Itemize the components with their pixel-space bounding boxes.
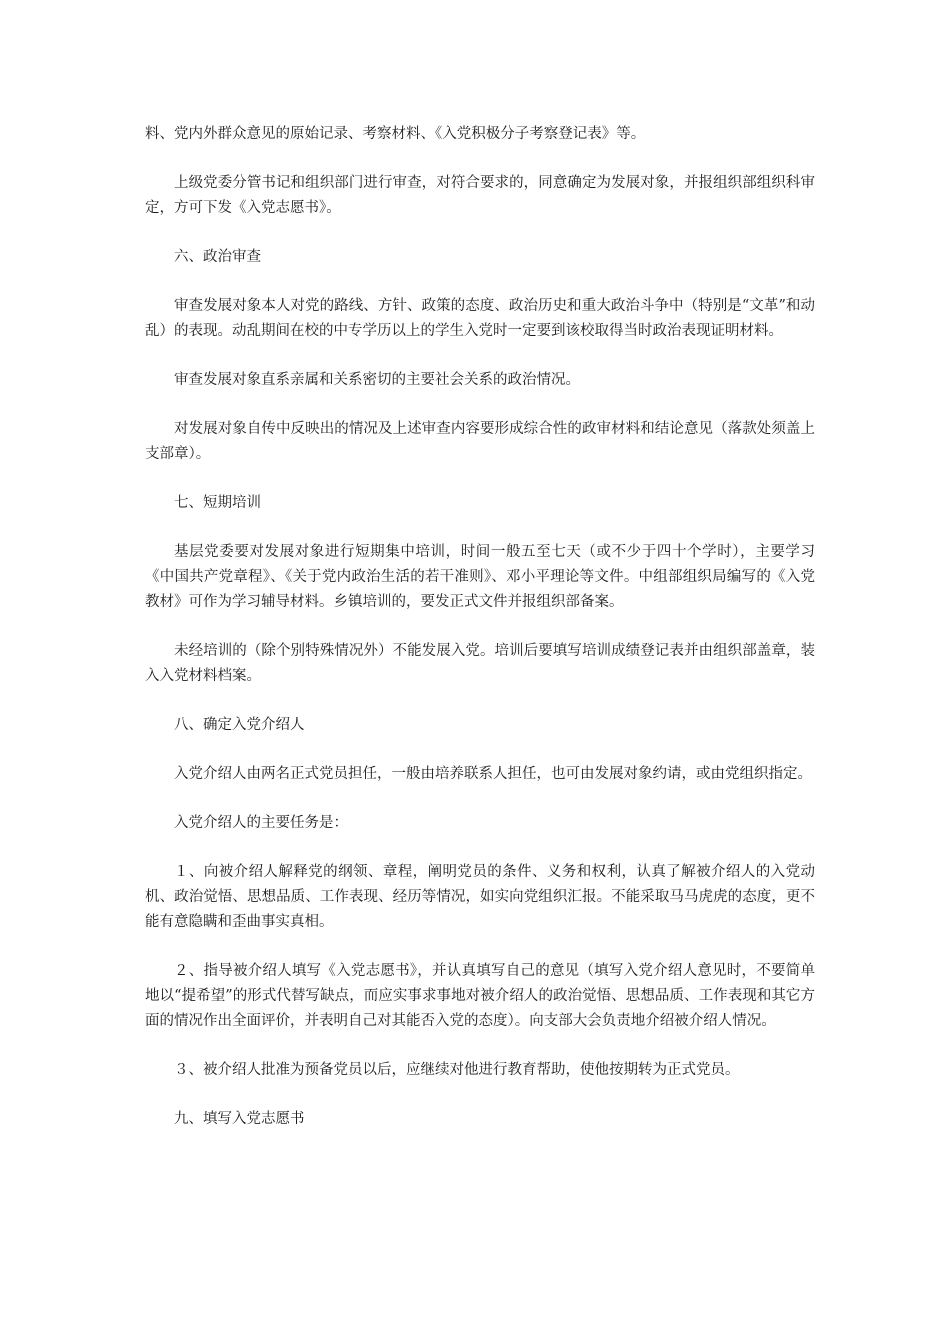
paragraph: 审查发展对象直系亲属和关系密切的主要社会关系的政治情况。 (174, 372, 580, 388)
section-heading: 九、填写入党志愿书 (174, 1111, 305, 1127)
document-body (145, 122, 815, 1156)
paragraph-continuation: 料、党内外群众意见的原始记录、考察材料、《入党积极分子考察登记表》等。 (145, 126, 646, 142)
paragraph: 审查发展对象本人对党的路线、方针、政策的态度、政治历史和重大政治斗争中（特别是“文革”和动乱）的表现。动乱期间在校的中专学历以上的学生入党时一定要到该校取得当时政治表现证明材料。 (145, 298, 815, 339)
paragraph: 入党介绍人的主要任务是： (174, 815, 348, 831)
list-item: １、向被介绍人解释党的纲领、章程，阐明党员的条件、义务和权利，认真了解被介绍人的入党动机、政治觉悟、思想品质、工作表现、经历等情况，如实向党组织汇报。不能采取马马虎虎的态度，更不能有意隐瞒和歪曲事实真相。 (145, 864, 815, 930)
paragraph: 基层党委要对发展对象进行短期集中培训，时间一般五至七天（或不少于四十个学时），主要学习《中国共产党章程》、《关于党内政治生活的若干准则》、邓小平理论等文件。中组部组织局编写的《入党教材》可作为学习辅导材料。乡镇培训的，要发正式文件并报组织部备案。 (145, 544, 815, 610)
section-heading: 六、政治审查 (174, 249, 261, 265)
section-heading: 七、短期培训 (174, 495, 261, 511)
paragraph: 未经培训的（除个别特殊情况外）不能发展入党。培训后要填写培训成绩登记表并由组织部盖章，装入入党材料档案。 (145, 643, 815, 684)
paragraph: 对发展对象自传中反映出的情况及上述审查内容要形成综合性的政审材料和结论意见（落款处须盖上支部章）。 (145, 421, 815, 462)
list-item: ２、指导被介绍人填写《入党志愿书》，并认真填写自己的意见（填写入党介绍人意见时，不要简单地以“提希望”的形式代替写缺点，而应实事求事地对被介绍人的政治觉悟、思想品质、工作表现和其它方面的情况作出全面评价，并表明自己对其能否入党的态度）。向支部大会负责地介绍被介绍人情况。 (145, 963, 815, 1029)
paragraph: 上级党委分管书记和组织部门进行审查，对符合要求的，同意确定为发展对象，并报组织部组织科审定，方可下发《入党志愿书》。 (145, 175, 815, 216)
section-heading: 八、确定入党介绍人 (174, 717, 305, 733)
list-item: ３、被介绍人批准为预备党员以后，应继续对他进行教育帮助，使他按期转为正式党员。 (174, 1062, 740, 1078)
paragraph: 入党介绍人由两名正式党员担任，一般由培养联系人担任，也可由发展对象约请，或由党组织指定。 (174, 766, 812, 782)
